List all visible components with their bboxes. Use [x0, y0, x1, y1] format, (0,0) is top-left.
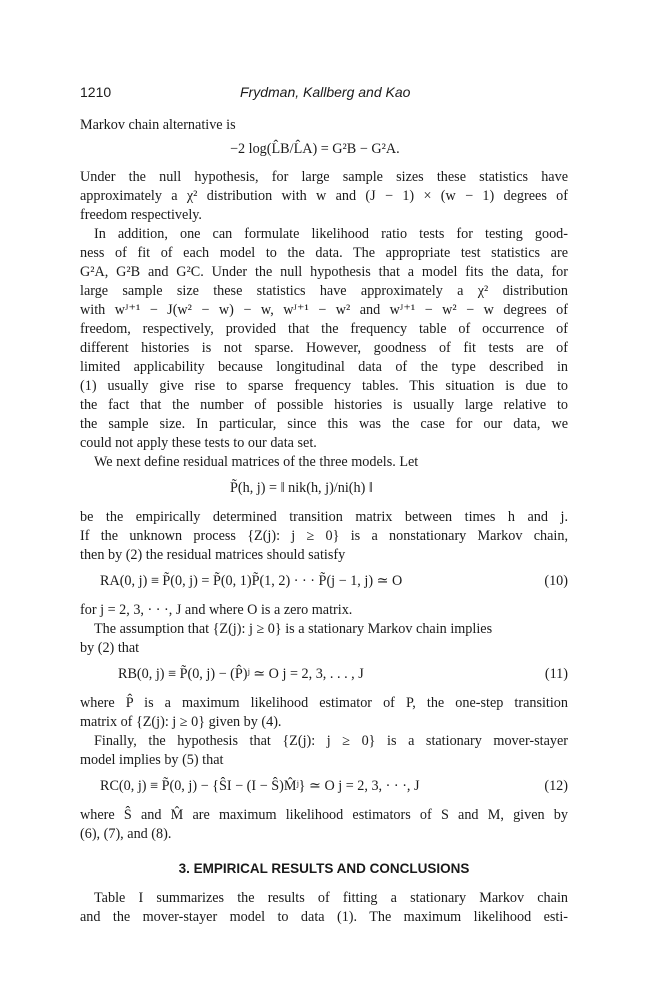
text-line: (6), (7), and (8).	[80, 826, 172, 842]
text-line: approximately a χ² distribution with w and (J − 1) × (w − 1) degrees of	[80, 188, 568, 204]
text-line: freedom respectively.	[80, 207, 202, 223]
text-line: Under the null hypothesis, for large sample sizes these statistics have	[80, 169, 568, 185]
text-line: G²A, G²B and G²C. Under the null hypothesis that a model fits the data, for	[80, 264, 568, 280]
equation-10: RA(0, j) ≡ P̃(0, j) = P̃(0, 1)P̃(1, 2) · · · P̃(j − 1, j) ≃ O	[100, 573, 403, 589]
text-line: matrix of {Z(j): j ≥ 0} given by (4).	[80, 714, 282, 730]
text-line: Markov chain alternative is	[80, 117, 236, 133]
text-line: (1) usually give rise to sparse frequency tables. This situation is due to	[80, 378, 568, 394]
text-line: the sample size. In particular, since this was the case for our data, we	[80, 416, 568, 432]
text-line: could not apply these tests to our data set.	[80, 435, 317, 451]
page-number: 1210	[80, 84, 112, 100]
text-line: Finally, the hypothesis that {Z(j): j ≥ 0} is a stationary mover-stayer	[94, 733, 568, 749]
equation-11: RB(0, j) ≡ P̃(0, j) − (P̂)ʲ ≃ O j = 2, 3, . . . , J	[118, 666, 364, 682]
text-line: for j = 2, 3, · · ·, J and where O is a zero matrix.	[80, 602, 353, 618]
text-line: and the mover-stayer model to data (1). The maximum likelihood esti-	[80, 909, 568, 925]
text-line: We next define residual matrices of the three models. Let	[94, 454, 419, 470]
text-line: The assumption that {Z(j): j ≥ 0} is a stationary Markov chain implies	[94, 621, 493, 637]
running-header	[80, 84, 568, 104]
text-line: limited applicability because longitudinal data of the type described in	[80, 359, 568, 375]
text-line: where Ŝ and M̂ are maximum likelihood estimators of S and M, given by	[80, 807, 568, 823]
text-line: model implies by (5) that	[80, 752, 224, 768]
text-line: If the unknown process {Z(j): j ≥ 0} is a nonstationary Markov chain,	[80, 528, 568, 544]
equation-12: RC(0, j) ≡ P̃(0, j) − {ŜI − (I − Ŝ)M̂ʲ} ≃ O j = 2, 3, · · ·, J	[100, 778, 420, 794]
equation-empirical-matrix: P̃(h, j) = ‖ nik(h, j)/ni(h) ‖	[230, 480, 373, 496]
text-line: with wᴶ⁺¹ − J(w² − w) − w, wᴶ⁺¹ − w² and wᴶ⁺¹ − w² − w degrees of	[80, 302, 568, 318]
text-line: by (2) that	[80, 640, 140, 656]
equation-log-ratio: −2 log(L̂B/L̂A) = G²B − G²A.	[230, 141, 400, 157]
text-line: be the empirically determined transition matrix between times h and j.	[80, 509, 568, 525]
text-line: freedom, respectively, provided that the frequency table of occurrence of	[80, 321, 568, 337]
text-line: then by (2) the residual matrices should satisfy	[80, 547, 346, 563]
equation-number-10: (10)	[544, 573, 568, 589]
equation-number-11: (11)	[544, 666, 568, 682]
text-line: ness of fit of each model to the data. The appropriate test statistics are	[80, 245, 568, 261]
section-heading: 3. EMPIRICAL RESULTS AND CONCLUSIONS	[178, 861, 470, 876]
text-line: the fact that the number of possible histories is usually large relative to	[80, 397, 568, 413]
text-line: Table I summarizes the results of fitting a stationary Markov chain	[94, 890, 568, 906]
text-line: large sample size these statistics have approximately a χ² distribution	[80, 283, 568, 299]
text-line: where P̂ is a maximum likelihood estimator of P, the one-step transition	[80, 695, 568, 711]
text-line: In addition, one can formulate likelihood ratio tests for testing good-	[94, 226, 568, 242]
equation-number-12: (12)	[544, 778, 568, 794]
running-head-authors: Frydman, Kallberg and Kao	[240, 84, 411, 100]
text-line: different histories is not sparse. However, goodness of fit tests are of	[80, 340, 568, 356]
